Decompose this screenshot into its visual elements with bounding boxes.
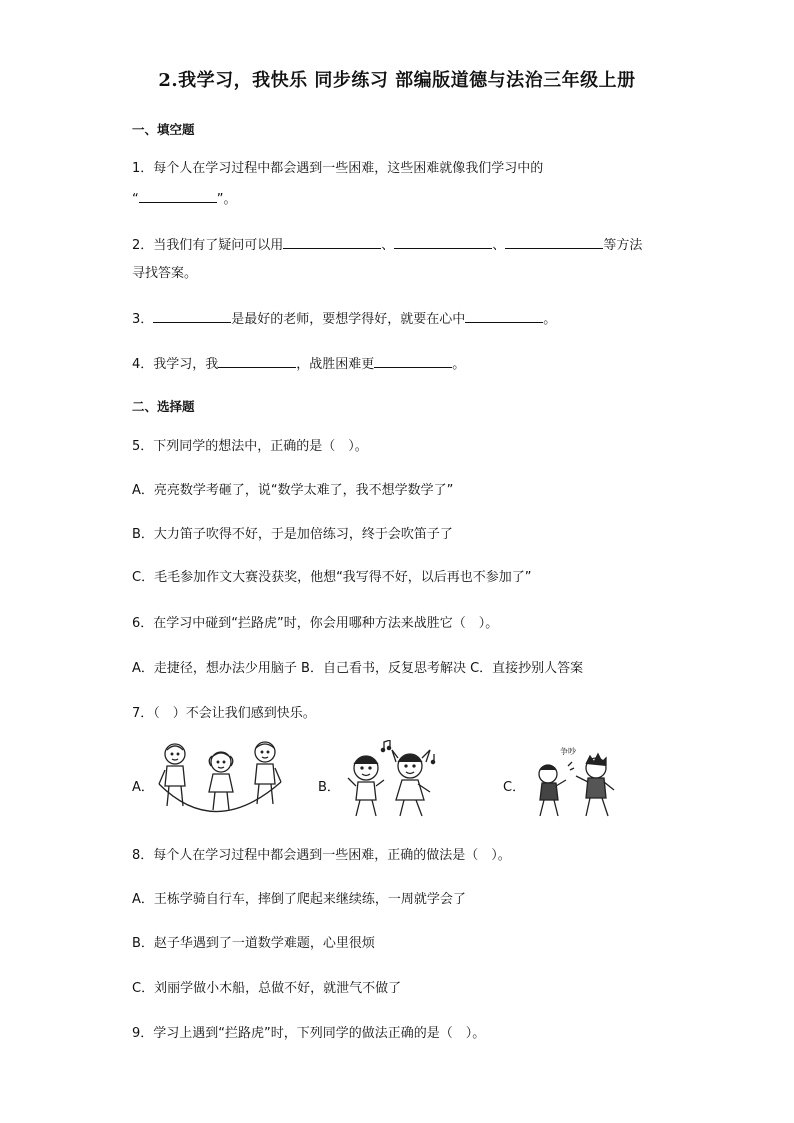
question-7-option-c-label[interactable]: C． [503, 780, 526, 795]
question-8-option-c[interactable]: C．刘丽学做小木船，总做不好，就泄气不做了 [132, 981, 402, 996]
question-3 [132, 310, 556, 329]
answer-blank[interactable] [374, 355, 452, 368]
question-6-stem: 6．在学习中碰到“拦路虎”时，你会用哪种方法来战胜它（ ）。 [132, 616, 499, 631]
q2-separator: 、 [381, 238, 395, 253]
question-9-stem: 9．学习上遇到“拦路虎”时，下列同学的做法正确的是（ ）。 [132, 1026, 486, 1041]
answer-blank[interactable] [139, 190, 217, 203]
question-5-option-a[interactable]: A．亮亮数学考砸了，说“数学太难了，我不想学数学了” [132, 483, 454, 498]
question-5-option-b[interactable]: B．大力笛子吹得不好，于是加倍练习，终于会吹笛子了 [132, 527, 453, 542]
question-7-stem: 7．（ ）不会让我们感到快乐。 [132, 706, 316, 721]
question-6-options[interactable]: A．走捷径，想办法少用脑子 B．自己看书，反复思考解决 C．直接抄别人答案 [132, 661, 584, 676]
q2-separator: 、 [492, 238, 506, 253]
section-fill-heading: 一、填空题 [132, 122, 195, 137]
answer-blank[interactable] [465, 310, 543, 323]
q4-suffix: 。 [452, 357, 466, 372]
question-1-line-1: 1．每个人在学习过程中都会遇到一些困难，这些困难就像我们学习中的 [132, 161, 544, 176]
q2-suffix: 等方法 [603, 238, 643, 253]
question-7-option-a-label[interactable]: A． [132, 780, 154, 795]
q2-prefix: 2．当我们有了疑问可以用 [132, 238, 284, 253]
close-quote: ”。 [216, 192, 237, 207]
children-singing-illustration [344, 740, 444, 822]
open-quote: “ [132, 192, 139, 207]
q3-mid: 是最好的老师，要想学得好，就要在心中 [231, 312, 466, 327]
question-8-option-b[interactable]: B．赵子华遇到了一道数学难题，心里很烦 [132, 936, 375, 951]
answer-blank[interactable] [153, 310, 231, 323]
question-5-stem: 5．下列同学的想法中，正确的是（ ）。 [132, 439, 368, 454]
question-7-option-b-label[interactable]: B． [318, 780, 340, 795]
answer-blank[interactable] [283, 236, 381, 249]
argue-bubble-text: 争吵 [560, 747, 576, 756]
q4-prefix: 4．我学习，我 [132, 357, 219, 372]
children-jump-rope-illustration [155, 740, 285, 822]
answer-blank[interactable] [505, 236, 603, 249]
question-8-option-a[interactable]: A．王栋学骑自行车，摔倒了爬起来继续练，一周就学会了 [132, 892, 466, 907]
question-5-option-c[interactable]: C．毛毛参加作文大赛没获奖，他想“我写得不好，以后再也不参加了” [132, 570, 532, 585]
answer-blank[interactable] [218, 355, 296, 368]
question-2-line-2: 寻找答案。 [132, 266, 198, 281]
question-1-line-2 [132, 190, 237, 209]
question-8-stem: 8．每个人在学习过程中都会遇到一些困难，正确的做法是（ ）。 [132, 848, 511, 863]
q3-suffix: 。 [543, 312, 557, 327]
children-arguing-illustration [530, 740, 620, 822]
question-2-line-1 [132, 236, 642, 255]
q3-prefix: 3． [132, 312, 154, 327]
section-choice-heading: 二、选择题 [132, 399, 195, 414]
question-4 [132, 355, 465, 374]
page-title: 2.我学习，我快乐 同步练习 部编版道德与法治三年级上册 [158, 70, 636, 91]
answer-blank[interactable] [394, 236, 492, 249]
q4-mid: ，战胜困难更 [296, 357, 375, 372]
